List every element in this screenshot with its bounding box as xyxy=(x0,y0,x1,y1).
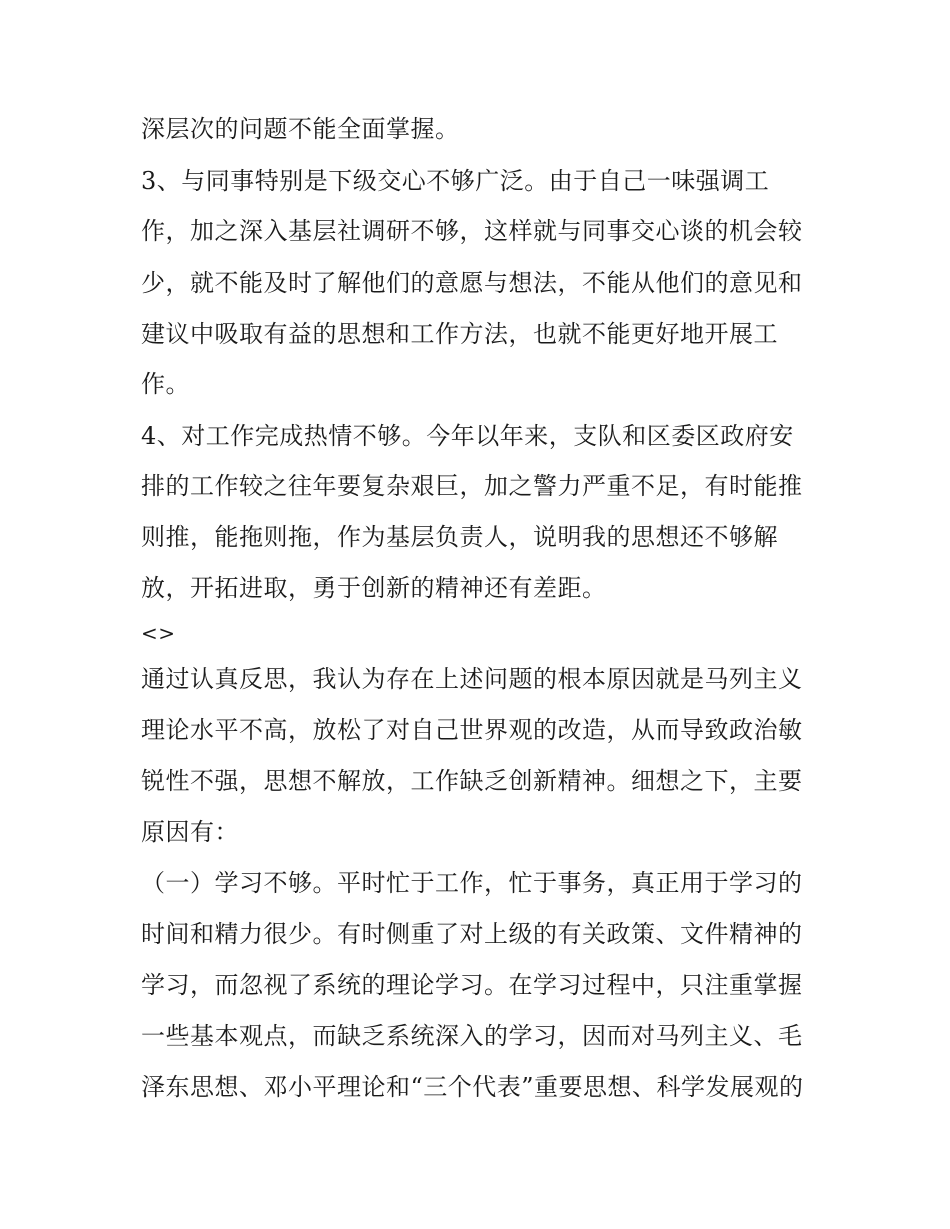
text-line: 建议中吸取有益的思想和工作方法，也就不能更好地开展工 xyxy=(141,320,778,348)
text-line: 4、对工作完成热情不够。今年以年来，支队和区委区政府安 xyxy=(141,422,794,450)
text-line: 时间和精力很少。有时侧重了对上级的有关政策、文件精神的 xyxy=(141,920,803,948)
text-line: 则推，能拖则拖，作为基层负责人，说明我的思想还不够解 xyxy=(141,523,778,551)
text-line: 作，加之深入基层社调研不够，这样就与同事交心谈的机会较 xyxy=(141,217,803,245)
placeholder-marker: <> xyxy=(141,621,176,645)
text-line: 理论水平不高，放松了对自己世界观的改造，从而导致政治敏 xyxy=(141,716,803,744)
text-line: 3、与同事特别是下级交心不够广泛。由于自己一味强调工 xyxy=(141,167,770,195)
text-line: 作。 xyxy=(141,370,190,398)
text-line: 通过认真反思，我认为存在上述问题的根本原因就是马列主义 xyxy=(141,665,803,693)
text-line: 少，就不能及时了解他们的意愿与想法，不能从他们的意见和 xyxy=(141,269,803,297)
text-line: 锐性不强，思想不解放，工作缺乏创新精神。细想之下，主要 xyxy=(141,767,803,795)
text-line: 深层次的问题不能全面掌握。 xyxy=(141,115,460,143)
text-line: 放，开拓进取，勇于创新的精神还有差距。 xyxy=(141,574,607,602)
text-line: 一些基本观点，而缺乏系统深入的学习，因而对马列主义、毛 xyxy=(141,1022,803,1050)
text-line: 原因有： xyxy=(141,818,239,846)
text-line: 泽东思想、邓小平理论和“三个代表”重要思想、科学发展观的 xyxy=(141,1073,804,1101)
text-line: 排的工作较之往年要复杂艰巨，加之警力严重不足，有时能推 xyxy=(141,472,803,500)
text-line: 学习，而忽视了系统的理论学习。在学习过程中，只注重掌握 xyxy=(141,971,803,999)
text-line: （一）学习不够。平时忙于工作，忙于事务，真正用于学习的 xyxy=(141,869,803,897)
